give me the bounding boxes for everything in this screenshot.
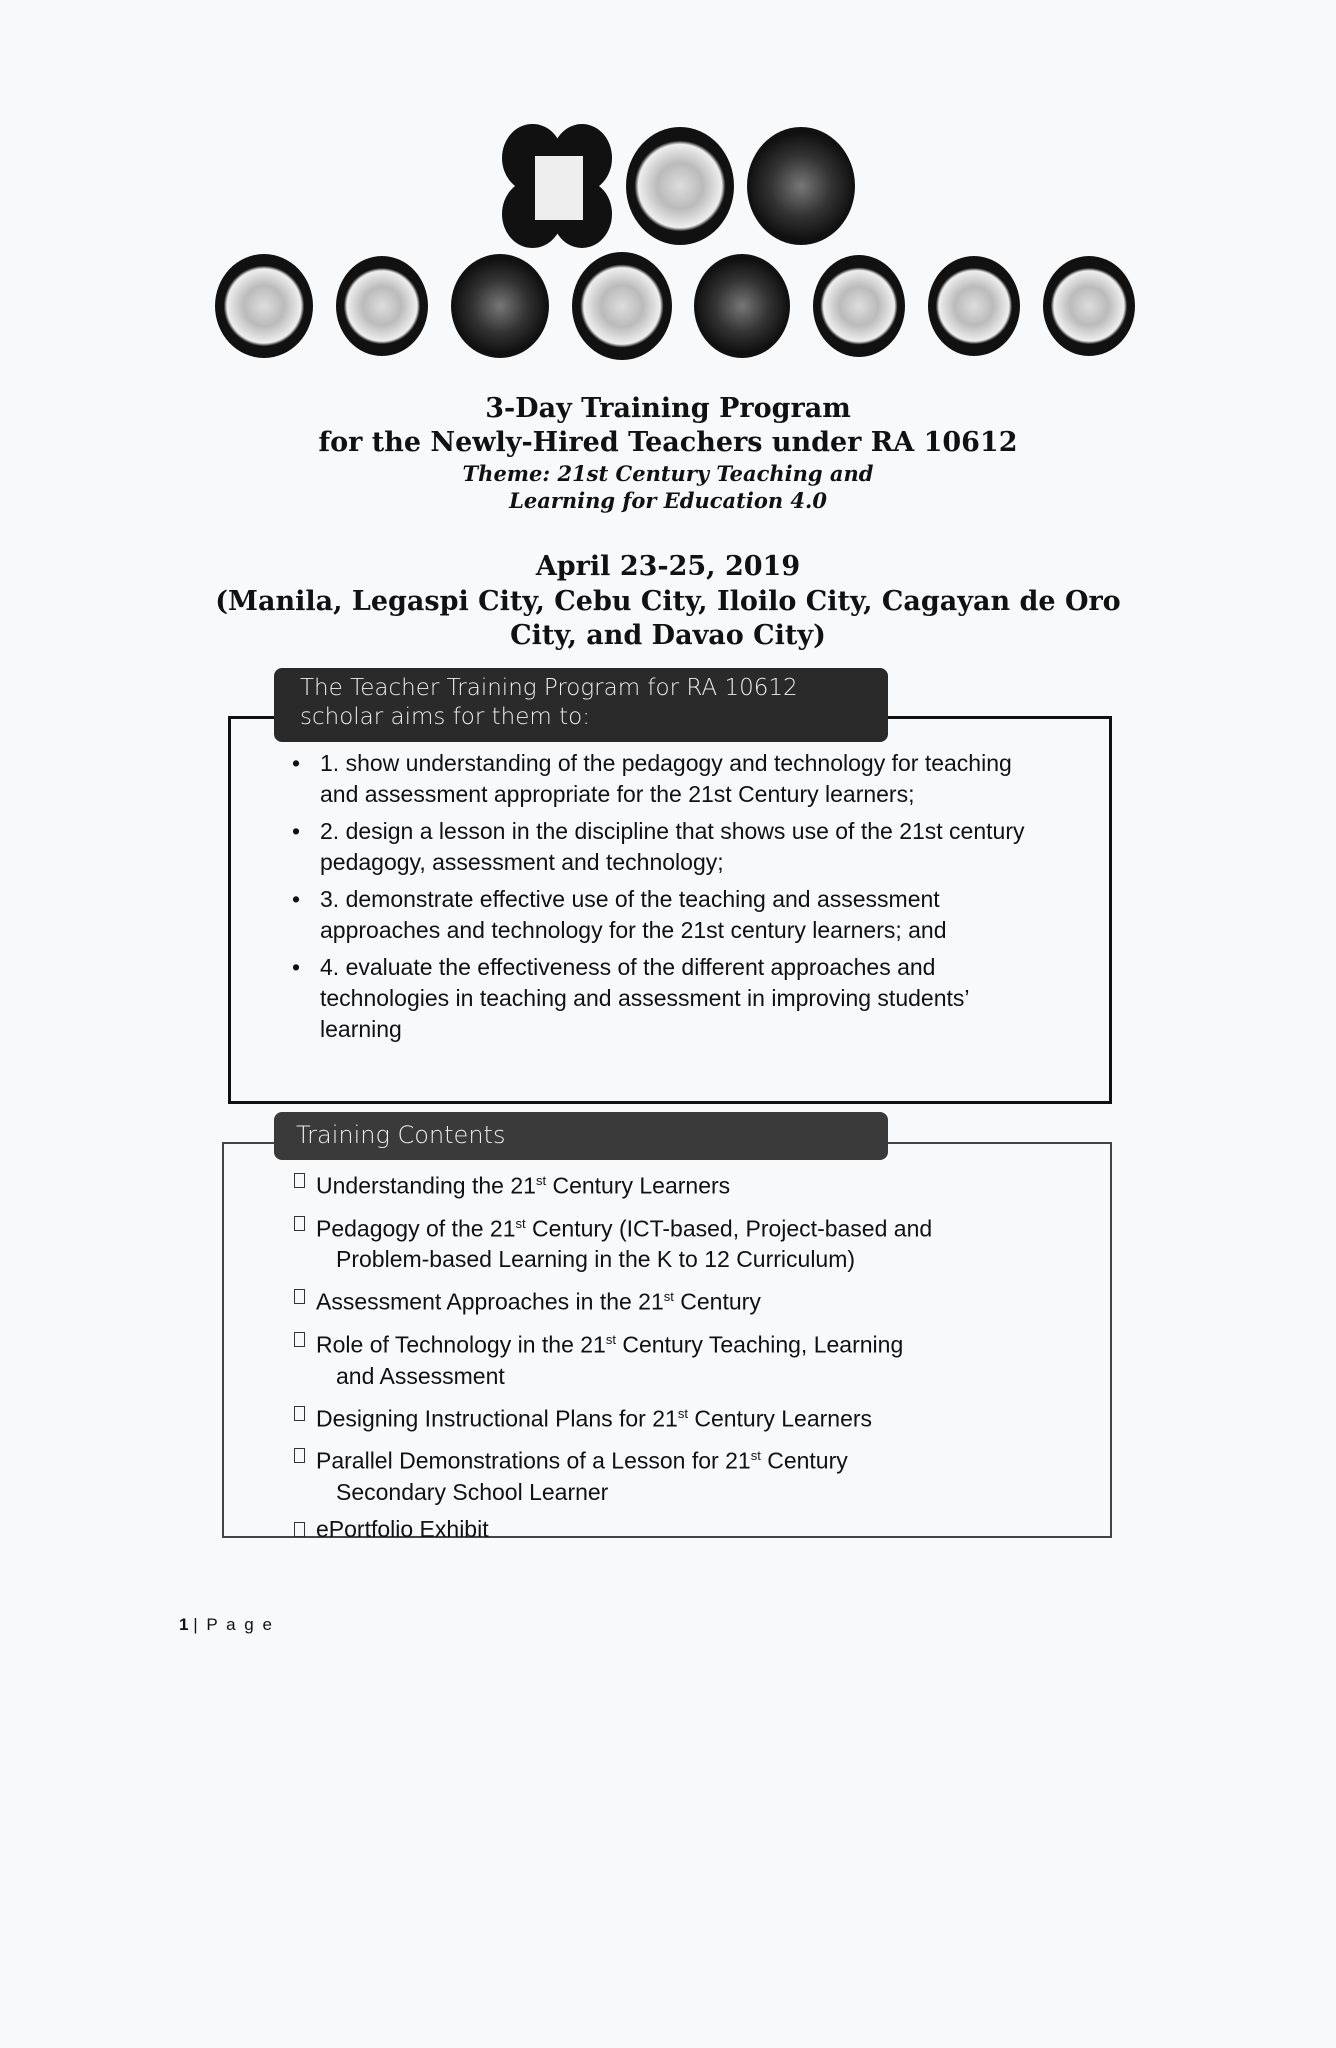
logo-seal bbox=[747, 127, 855, 245]
content-text: Century bbox=[760, 1447, 848, 1474]
page-label: | P a g e bbox=[193, 1615, 274, 1634]
logo-seal bbox=[215, 254, 313, 358]
superscript: st bbox=[515, 1215, 526, 1231]
content-continuation: Secondary School Learner bbox=[336, 1478, 609, 1505]
aim-item bbox=[284, 748, 1044, 810]
superscript: st bbox=[663, 1289, 674, 1305]
content-continuation: Problem-based Learning in the K to 12 Curriculum) bbox=[336, 1246, 856, 1273]
aims-list bbox=[284, 748, 1044, 1051]
bullet: • bbox=[292, 750, 301, 776]
content-text: ePortfolio Exhibit bbox=[316, 1515, 489, 1542]
program-subtitle: for the Newly-Hired Teachers under RA 10612 bbox=[318, 427, 1018, 458]
logo-seal bbox=[451, 254, 549, 358]
aim-text: 2. design a lesson in the discipline that shows use of the 21st century pedagogy, assessment and technology; bbox=[320, 818, 1025, 875]
checkbox-icon bbox=[294, 1332, 305, 1347]
content-item bbox=[294, 1208, 1074, 1276]
content-item bbox=[294, 1440, 1074, 1508]
bullet: • bbox=[292, 886, 301, 912]
aim-item bbox=[284, 952, 1044, 1045]
aim-item bbox=[284, 884, 1044, 946]
event-venues-2: City, and Davao City) bbox=[510, 620, 826, 651]
logos-row-top bbox=[502, 124, 855, 248]
aims-header-line-2: scholar aims for them to: bbox=[300, 704, 590, 730]
content-text: Century Learners bbox=[546, 1172, 731, 1199]
content-text: Pedagogy of the 21 bbox=[316, 1215, 516, 1242]
content-text: Century bbox=[673, 1288, 761, 1315]
contents-header: Training Contents bbox=[274, 1112, 888, 1160]
theme-line-2: Learning for Education 4.0 bbox=[509, 488, 827, 513]
bullet: • bbox=[292, 818, 301, 844]
aim-text: 4. evaluate the effectiveness of the different approaches and technologies in teaching and assessment in improving students’ learning bbox=[320, 954, 969, 1042]
logo-seal bbox=[1043, 256, 1135, 356]
aim-text: 3. demonstrate effective use of the teaching and assessment approaches and technology for the 21st century learners; and bbox=[320, 886, 947, 943]
content-continuation: and Assessment bbox=[336, 1362, 505, 1389]
content-text: Role of Technology in the 21 bbox=[316, 1331, 606, 1358]
aim-text: 1. show understanding of the pedagogy and technology for teaching and assessment appropriate for the 21st Century learners; bbox=[320, 750, 1012, 807]
content-text: Century (ICT-based, Project-based and bbox=[525, 1215, 933, 1242]
page-number: 1 bbox=[179, 1615, 189, 1634]
content-text: Parallel Demonstrations of a Lesson for 21 bbox=[316, 1447, 751, 1474]
logo-seal bbox=[928, 256, 1020, 356]
aims-header bbox=[274, 668, 888, 742]
event-date: April 23-25, 2019 bbox=[535, 551, 801, 582]
content-item bbox=[294, 1398, 1074, 1435]
checkbox-icon bbox=[294, 1173, 305, 1188]
content-text: Century Teaching, Learning bbox=[615, 1331, 904, 1358]
checkbox-icon bbox=[294, 1216, 305, 1231]
content-text: Understanding the 21 bbox=[316, 1172, 536, 1199]
aims-header-line-1: The Teacher Training Program for RA 10612 bbox=[300, 675, 798, 701]
page-footer bbox=[179, 1615, 274, 1635]
logo-seal bbox=[502, 124, 612, 248]
content-item bbox=[294, 1324, 1074, 1392]
program-title: 3-Day Training Program bbox=[485, 393, 851, 424]
superscript: st bbox=[535, 1173, 547, 1188]
content-item bbox=[294, 1165, 1074, 1202]
logo-seal bbox=[336, 256, 428, 356]
theme-line-1: Theme: 21st Century Teaching and bbox=[462, 461, 874, 486]
checkbox-icon bbox=[294, 1406, 305, 1421]
aim-item bbox=[284, 816, 1044, 878]
contents-list bbox=[294, 1165, 1074, 1551]
superscript: st bbox=[605, 1331, 616, 1347]
content-text: Designing Instructional Plans for 21 bbox=[316, 1405, 678, 1432]
content-item bbox=[294, 1281, 1074, 1318]
logo-seal bbox=[572, 252, 672, 360]
superscript: st bbox=[750, 1448, 761, 1464]
logo-seal bbox=[694, 254, 790, 358]
bullet: • bbox=[292, 954, 301, 980]
logo-seal bbox=[626, 127, 734, 245]
content-text: Assessment Approaches in the 21 bbox=[316, 1288, 664, 1315]
event-venues-1: (Manila, Legaspi City, Cebu City, Iloilo City, Cagayan de Oro bbox=[215, 586, 1121, 617]
checkbox-icon bbox=[294, 1289, 305, 1304]
checkbox-icon bbox=[294, 1448, 305, 1463]
logo-seal bbox=[813, 255, 905, 357]
content-text: Century Learners bbox=[687, 1405, 873, 1432]
checkbox-icon bbox=[294, 1522, 305, 1537]
content-item bbox=[294, 1514, 1074, 1545]
superscript: st bbox=[677, 1405, 688, 1421]
logos-row-bottom bbox=[215, 252, 1135, 360]
